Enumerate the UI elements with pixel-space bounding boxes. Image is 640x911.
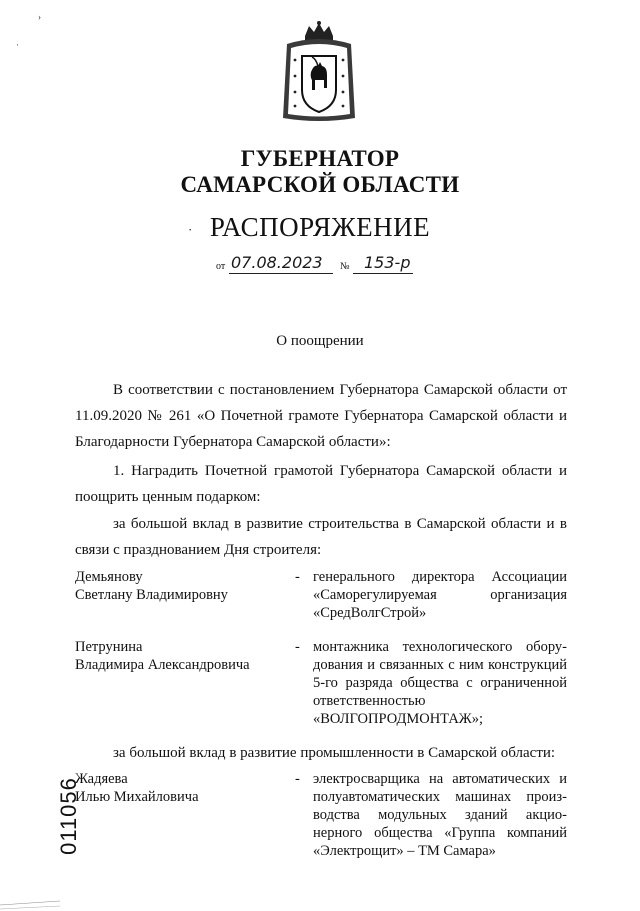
awardee-name: [75, 638, 285, 674]
document-subject: О поощрении: [276, 333, 364, 349]
scan-artifact-dot: ·: [16, 40, 19, 50]
number-prefix: №: [340, 261, 350, 272]
awardee-dash: -: [295, 569, 300, 585]
document-type: РАСПОРЯЖЕНИЕ: [209, 212, 431, 242]
awardee-given-names: Илью Михайловича: [75, 789, 199, 805]
awardee-position: монтажника технологического обору-дования и связанных с ним конструкций 5-го разряда общества с ограниченной ответственностью «ВОЛГОПРОДМОНТАЖ»;: [313, 639, 567, 727]
scan-artifact-dot: ·: [188, 222, 193, 237]
section-industry-paragraph: за большой вклад в развитие промышленности в Самарской области:: [113, 745, 556, 761]
coat-of-arms-icon: [281, 20, 357, 124]
date-prefix: от: [216, 261, 226, 272]
awardee-surname: Петрунина: [75, 639, 143, 655]
date-value: 07.08.2023: [231, 253, 323, 272]
section-construction-paragraph: за большой вклад в развитие строительства в Самарской области и в связи с празднованием Дня строителя:: [75, 516, 567, 558]
awardee-surname: Демьянову: [75, 569, 143, 585]
scan-edge-lines: [0, 891, 60, 911]
awardee-name: [75, 568, 285, 604]
scan-artifact-mark: ›: [38, 12, 41, 22]
awardee-position: генерального директора Ассоциации «Саморегулируемая организация «СредВолгСтрой»: [313, 569, 567, 621]
awardee-given-names: Светлану Владимировну: [75, 587, 228, 603]
awardee-position: электросварщика на автоматических и полуавтоматических машинах произ-водства модульных зданий акцио-нерного общества «Группа компаний «Электрощит» – ТМ Самара»: [313, 771, 567, 859]
awardee-name: [75, 770, 285, 806]
item-1-paragraph: 1. Наградить Почетной грамотой Губернатора Самарской области и поощрить ценным подарком:: [75, 463, 567, 505]
awardee-dash: -: [295, 639, 300, 655]
awardee-surname: Жадяева: [75, 771, 128, 787]
date-underline: [229, 273, 333, 274]
form-serial-number: 011056: [55, 777, 81, 855]
number-value: 153-р: [364, 253, 411, 272]
number-underline: [353, 273, 413, 274]
date-number-row: [0, 253, 640, 277]
awardee-given-names: Владимира Александровича: [75, 657, 250, 673]
preamble-paragraph: В соответствии с постановлением Губернатора Самарской области от 11.09.2020 № 261 «О Почетной грамоте Губернатора Самарской области и Благодарности Губернатора Самарской области»:: [75, 382, 567, 450]
awardee-dash: -: [295, 771, 300, 787]
org-title-line1: ГУБЕРНАТОР: [240, 146, 400, 171]
org-title-line2: САМАРСКОЙ ОБЛАСТИ: [180, 172, 460, 197]
